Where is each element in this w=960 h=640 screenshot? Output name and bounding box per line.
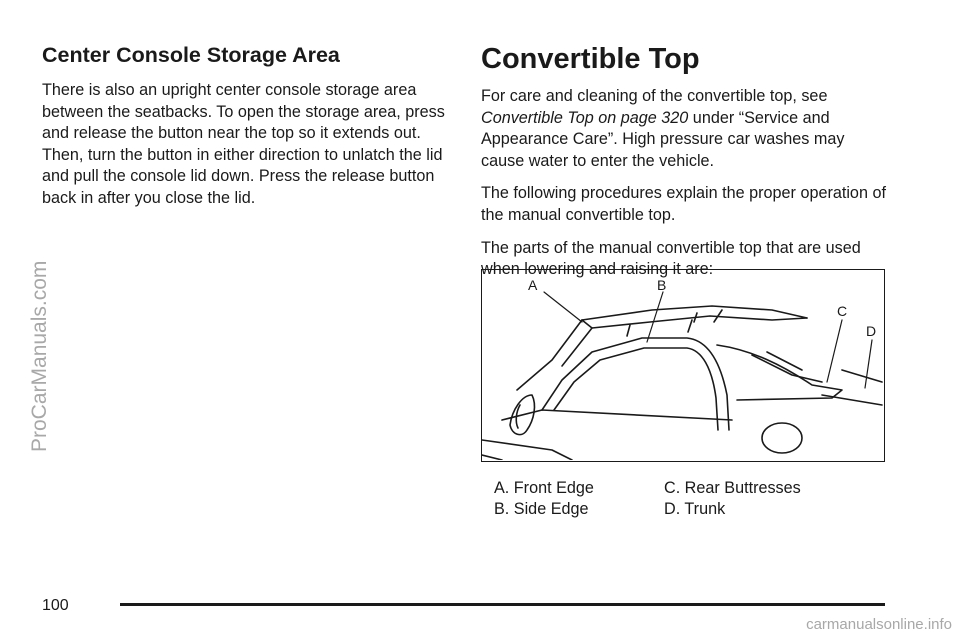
- procedures-paragraph: The following procedures explain the proper operation of the manual convertible top.: [481, 184, 886, 224]
- center-console-paragraph: There is also an upright center console storage area between the seatbacks. To open the storage area, press and release the button near the top so it extends out. Then, turn the button in either direction to unlatch the lid and pull the console lid down. Press the release button back in after you close the lid.: [42, 81, 445, 207]
- footer-rule: [120, 603, 885, 606]
- convertible-top-drawing: [482, 270, 883, 460]
- legend-row: [494, 478, 874, 499]
- convertible-top-heading: Convertible Top: [481, 43, 700, 75]
- callout-d-leader: [865, 340, 872, 388]
- parts-paragraph: The parts of the manual convertible top that are used when lowering and raising it are:: [481, 238, 861, 279]
- legend-item-d: D. Trunk: [664, 500, 726, 518]
- trunk-line-1: [842, 370, 882, 382]
- care-text-before: For care and cleaning of the convertible top, see: [481, 87, 828, 105]
- care-text-after: under “Service and Appearance Care”. High pressure car washes may cause water to enter the vehicle.: [481, 108, 845, 170]
- fuel-door: [762, 423, 802, 453]
- convertible-top-illustration: [481, 269, 885, 462]
- legend-item-a: A. Front Edge: [494, 479, 594, 497]
- left-column: [42, 42, 447, 221]
- rear-buttress: [717, 345, 842, 400]
- figure-legend: [494, 478, 874, 520]
- center-console-heading: Center Console Storage Area: [42, 43, 340, 67]
- legend-item-c: C. Rear Buttresses: [664, 479, 801, 497]
- trunk-line-2: [822, 395, 882, 405]
- right-column: [481, 42, 891, 292]
- legend-row: [494, 499, 874, 520]
- side-window-frame: [542, 338, 729, 430]
- page-number: 100: [42, 597, 69, 614]
- care-paragraph: [481, 86, 891, 172]
- side-watermark: ProCarManuals.com: [28, 260, 51, 452]
- beltline: [502, 410, 732, 420]
- callout-c-label: C: [837, 303, 848, 319]
- callout-a-leader: [544, 292, 582, 322]
- front-edge-line: [517, 320, 582, 390]
- legend-item-b: B. Side Edge: [494, 500, 589, 518]
- callout-c-leader: [827, 320, 842, 382]
- callout-b-label: B: [657, 277, 667, 293]
- callout-d-label: D: [866, 323, 877, 339]
- callout-a-label: A: [528, 277, 538, 293]
- convertible-top-page-link[interactable]: Convertible Top on page 320: [481, 108, 689, 127]
- callout-b-leader: [647, 292, 663, 342]
- footer-watermark: carmanualsonline.info: [806, 616, 952, 633]
